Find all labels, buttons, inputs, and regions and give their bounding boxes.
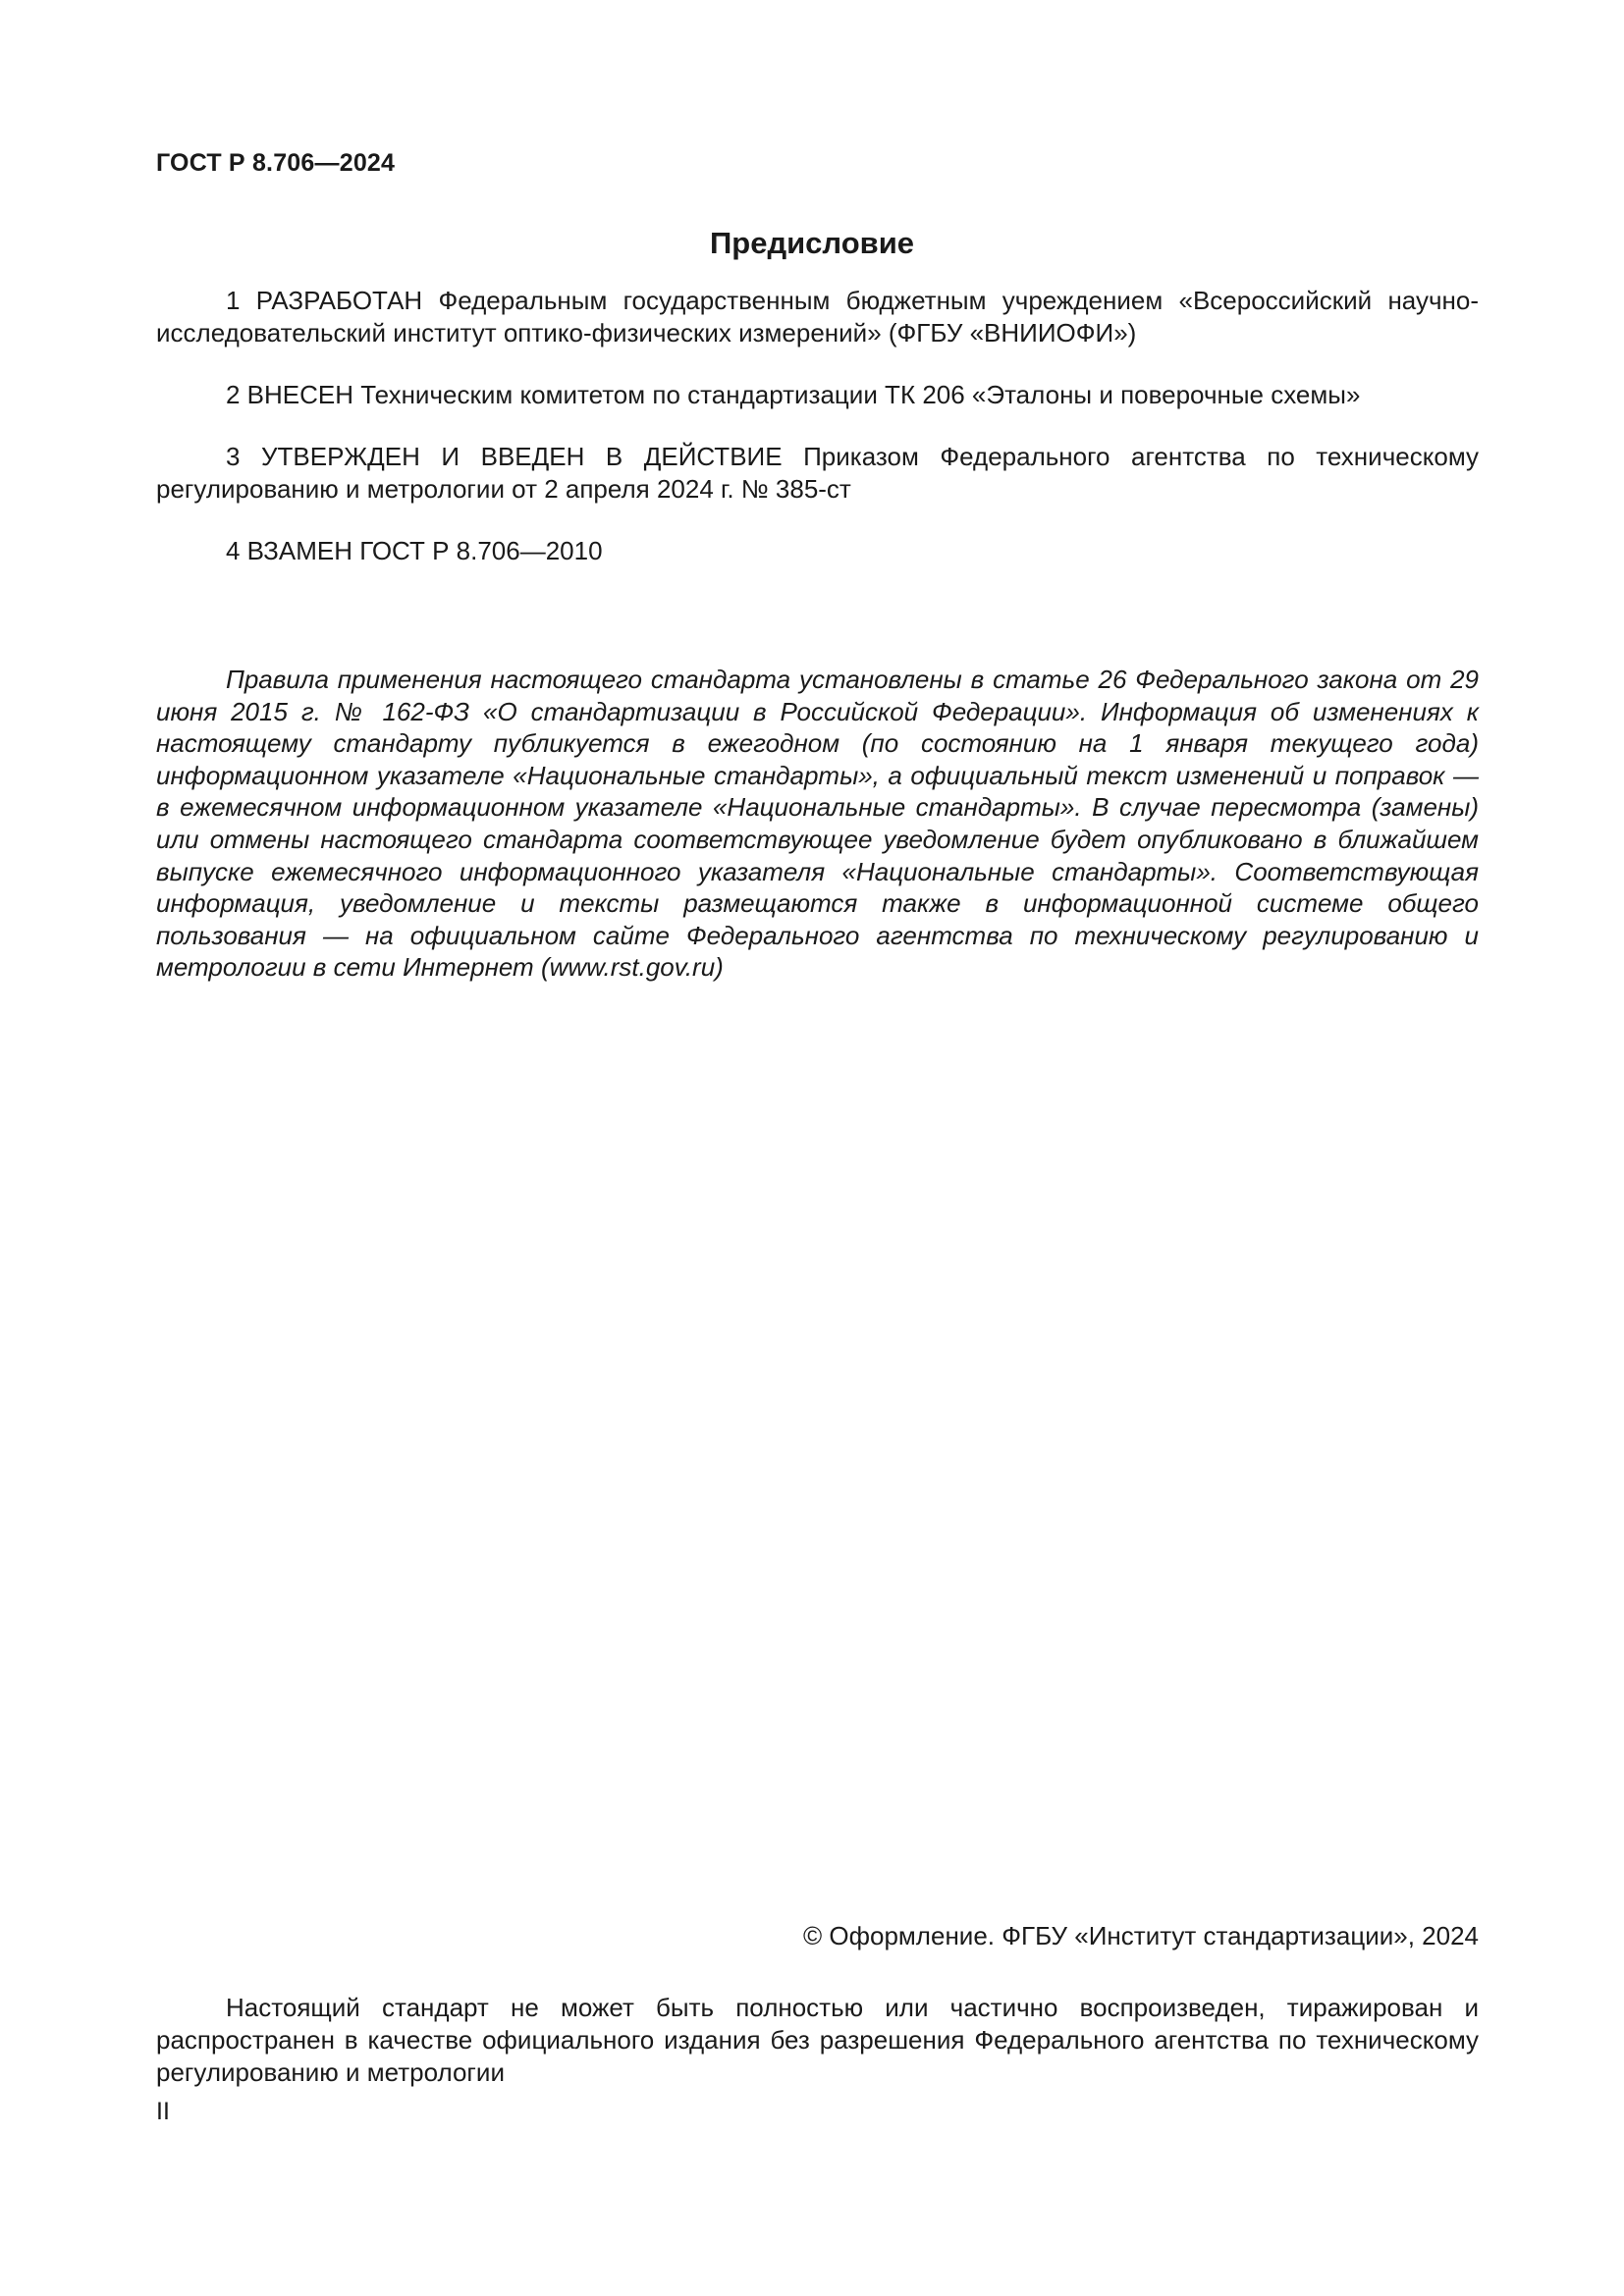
preface-item-replaces: 4 ВЗАМЕН ГОСТ Р 8.706—2010 <box>226 536 603 565</box>
preface-item-approved: 3 УТВЕРЖДЕН И ВВЕДЕН В ДЕЙСТВИЕ Приказом Федерального агентства по техническому регулированию и метрологии от 2 апреля 2024 г. № 385-ст <box>156 442 1479 504</box>
reproduction-notice: Настоящий стандарт не может быть полностью или частично воспроизведен, тиражирован и распространен в качестве официального издания без разрешения Федерального агентства по техническому регулированию и метрологии <box>156 1993 1479 2087</box>
preface-title: Предисловие <box>709 226 914 260</box>
preface-item-introduced: 2 ВНЕСЕН Техническим комитетом по стандартизации ТК 206 «Эталоны и поверочные схемы» <box>226 380 1361 409</box>
preface-item-developed: 1 РАЗРАБОТАН Федеральным государственным бюджетным учреждением «Всероссийский научно-исследовательский институт оптико-физических измерений» (ФГБУ «ВНИИОФИ») <box>156 286 1479 347</box>
page-number: II <box>156 2098 170 2125</box>
application-rules-note: Правила применения настоящего стандарта установлены в статье 26 Федерального закона от 29 июня 2015 г. № 162-ФЗ «О стандартизации в Российской Федерации». Информация об изменениях к настоящему стандарту публикуется в ежегодном (по состоянию на 1 января текущего года) информационном указателе «Национальные стандарты», а официальный текст изменений и поправок — в ежемесячном информационном указателе «Национальные стандарты». В случае пересмотра (замены) или отмены настоящего стандарта соответствующее уведомление будет опубликовано в ближайшем выпуске ежемесячного информационного указателя «Национальные стандарты». Соответствующая информация, уведомление и тексты размещаются также в информационной системе общего пользования — на официальном сайте Федерального агентства по техническому регулированию и метрологии в сети Интернет (www.rst.gov.ru) <box>156 665 1479 983</box>
copyright-line: © Оформление. ФГБУ «Институт стандартизации», 2024 <box>803 1921 1479 1950</box>
document-code: ГОСТ Р 8.706—2024 <box>156 149 396 177</box>
preface-body <box>156 285 1479 984</box>
